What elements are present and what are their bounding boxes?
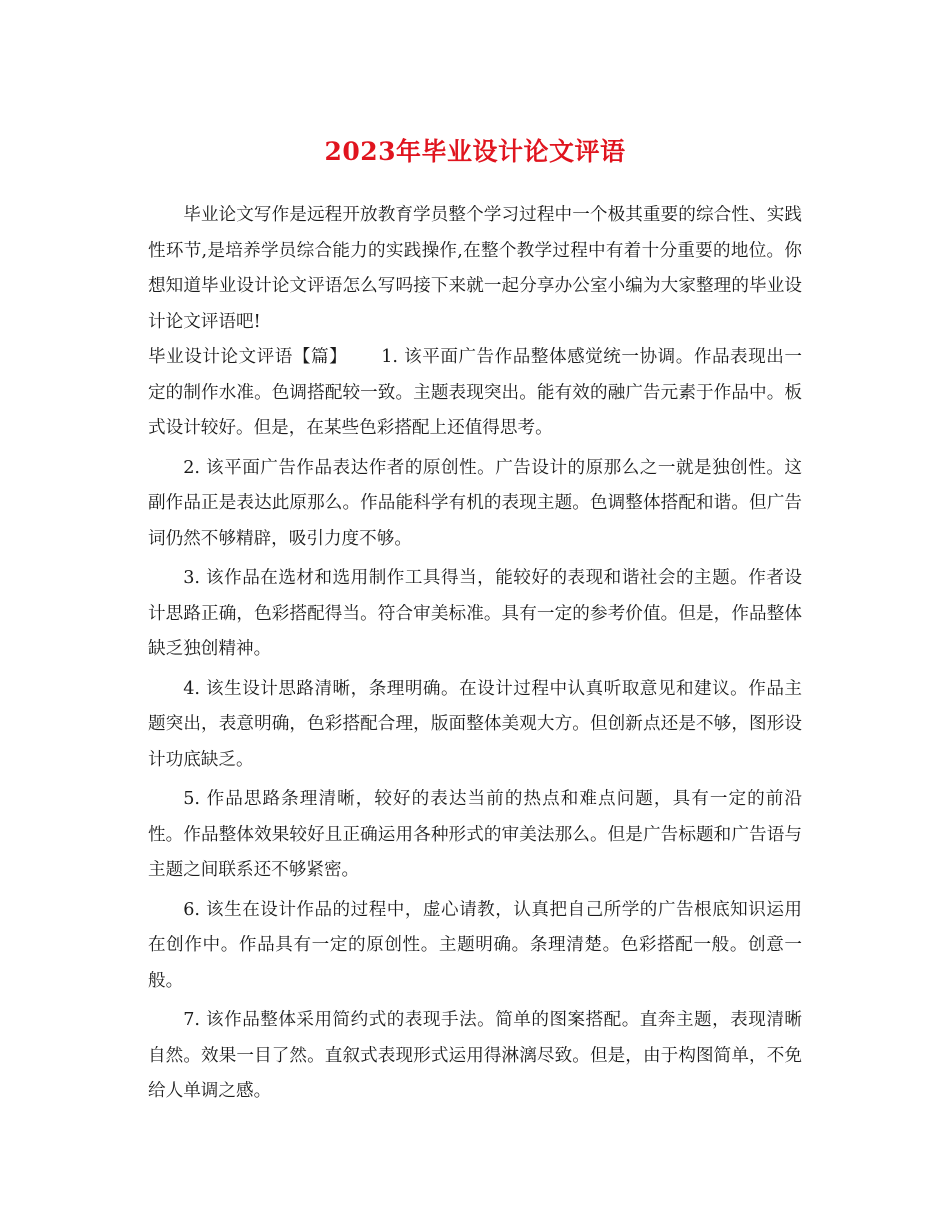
section-heading: 毕业设计论文评语【篇】 bbox=[148, 347, 348, 367]
comment-item-2: 2. 该平面广告作品表达作者的原创性。广告设计的原那么之一就是独创性。这副作品正是表达此原那么。作品能科学有机的表现主题。色调整体搭配和谐。但广告词仍然不够精辟，吸引力度不够。 bbox=[148, 457, 802, 549]
first-item-paragraph bbox=[148, 340, 802, 447]
intro-paragraph: 毕业论文写作是远程开放教育学员整个学习过程中一个极其重要的综合性、实践性环节,是培养学员综合能力的实践操作,在整个教学过程中有着十分重要的地位。你想知道毕业设计论文评语怎么写吗接下来就一起分享办公室小编为大家整理的毕业设计论文评语吧! bbox=[148, 205, 802, 332]
comment-item-7: 7. 该作品整体采用简约式的表现手法。简单的图案搭配。直奔主题，表现清晰自然。效果一目了然。直叙式表现形式运用得淋漓尽致。但是，由于构图简单，不免给人单调之感。 bbox=[148, 1010, 802, 1101]
document-title: 2023年毕业设计论文评语 bbox=[324, 137, 626, 166]
comment-item-5: 5. 作品思路条理清晰，较好的表达当前的热点和难点问题，具有一定的前沿性。作品整体效果较好且正确运用各种形式的审美法那么。但是广告标题和广告语与主题之间联系还不够紧密。 bbox=[148, 789, 802, 880]
comment-item-1: 1. 该平面广告作品整体感觉统一协调。作品表现出一定的制作水准。色调搭配较一致。主题表现突出。能有效的融广告元素于作品中。板式设计较好。但是，在某些色彩搭配上还值得思考。 bbox=[148, 347, 802, 438]
comment-item-4: 4. 该生设计思路清晰，条理明确。在设计过程中认真听取意见和建议。作品主题突出，表意明确，色彩搭配合理，版面整体美观大方。但创新点还是不够，图形设计功底缺乏。 bbox=[148, 678, 802, 770]
comment-item-6: 6. 该生在设计作品的过程中，虚心请教，认真把自己所学的广告根底知识运用在创作中。作品具有一定的原创性。主题明确。条理清楚。色彩搭配一般。创意一般。 bbox=[148, 899, 802, 991]
comment-item-3: 3. 该作品在选材和选用制作工具得当，能较好的表现和谐社会的主题。作者设计思路正确，色彩搭配得当。符合审美标准。具有一定的参考价值。但是，作品整体缺乏独创精神。 bbox=[148, 568, 802, 659]
document-body bbox=[148, 198, 802, 1114]
